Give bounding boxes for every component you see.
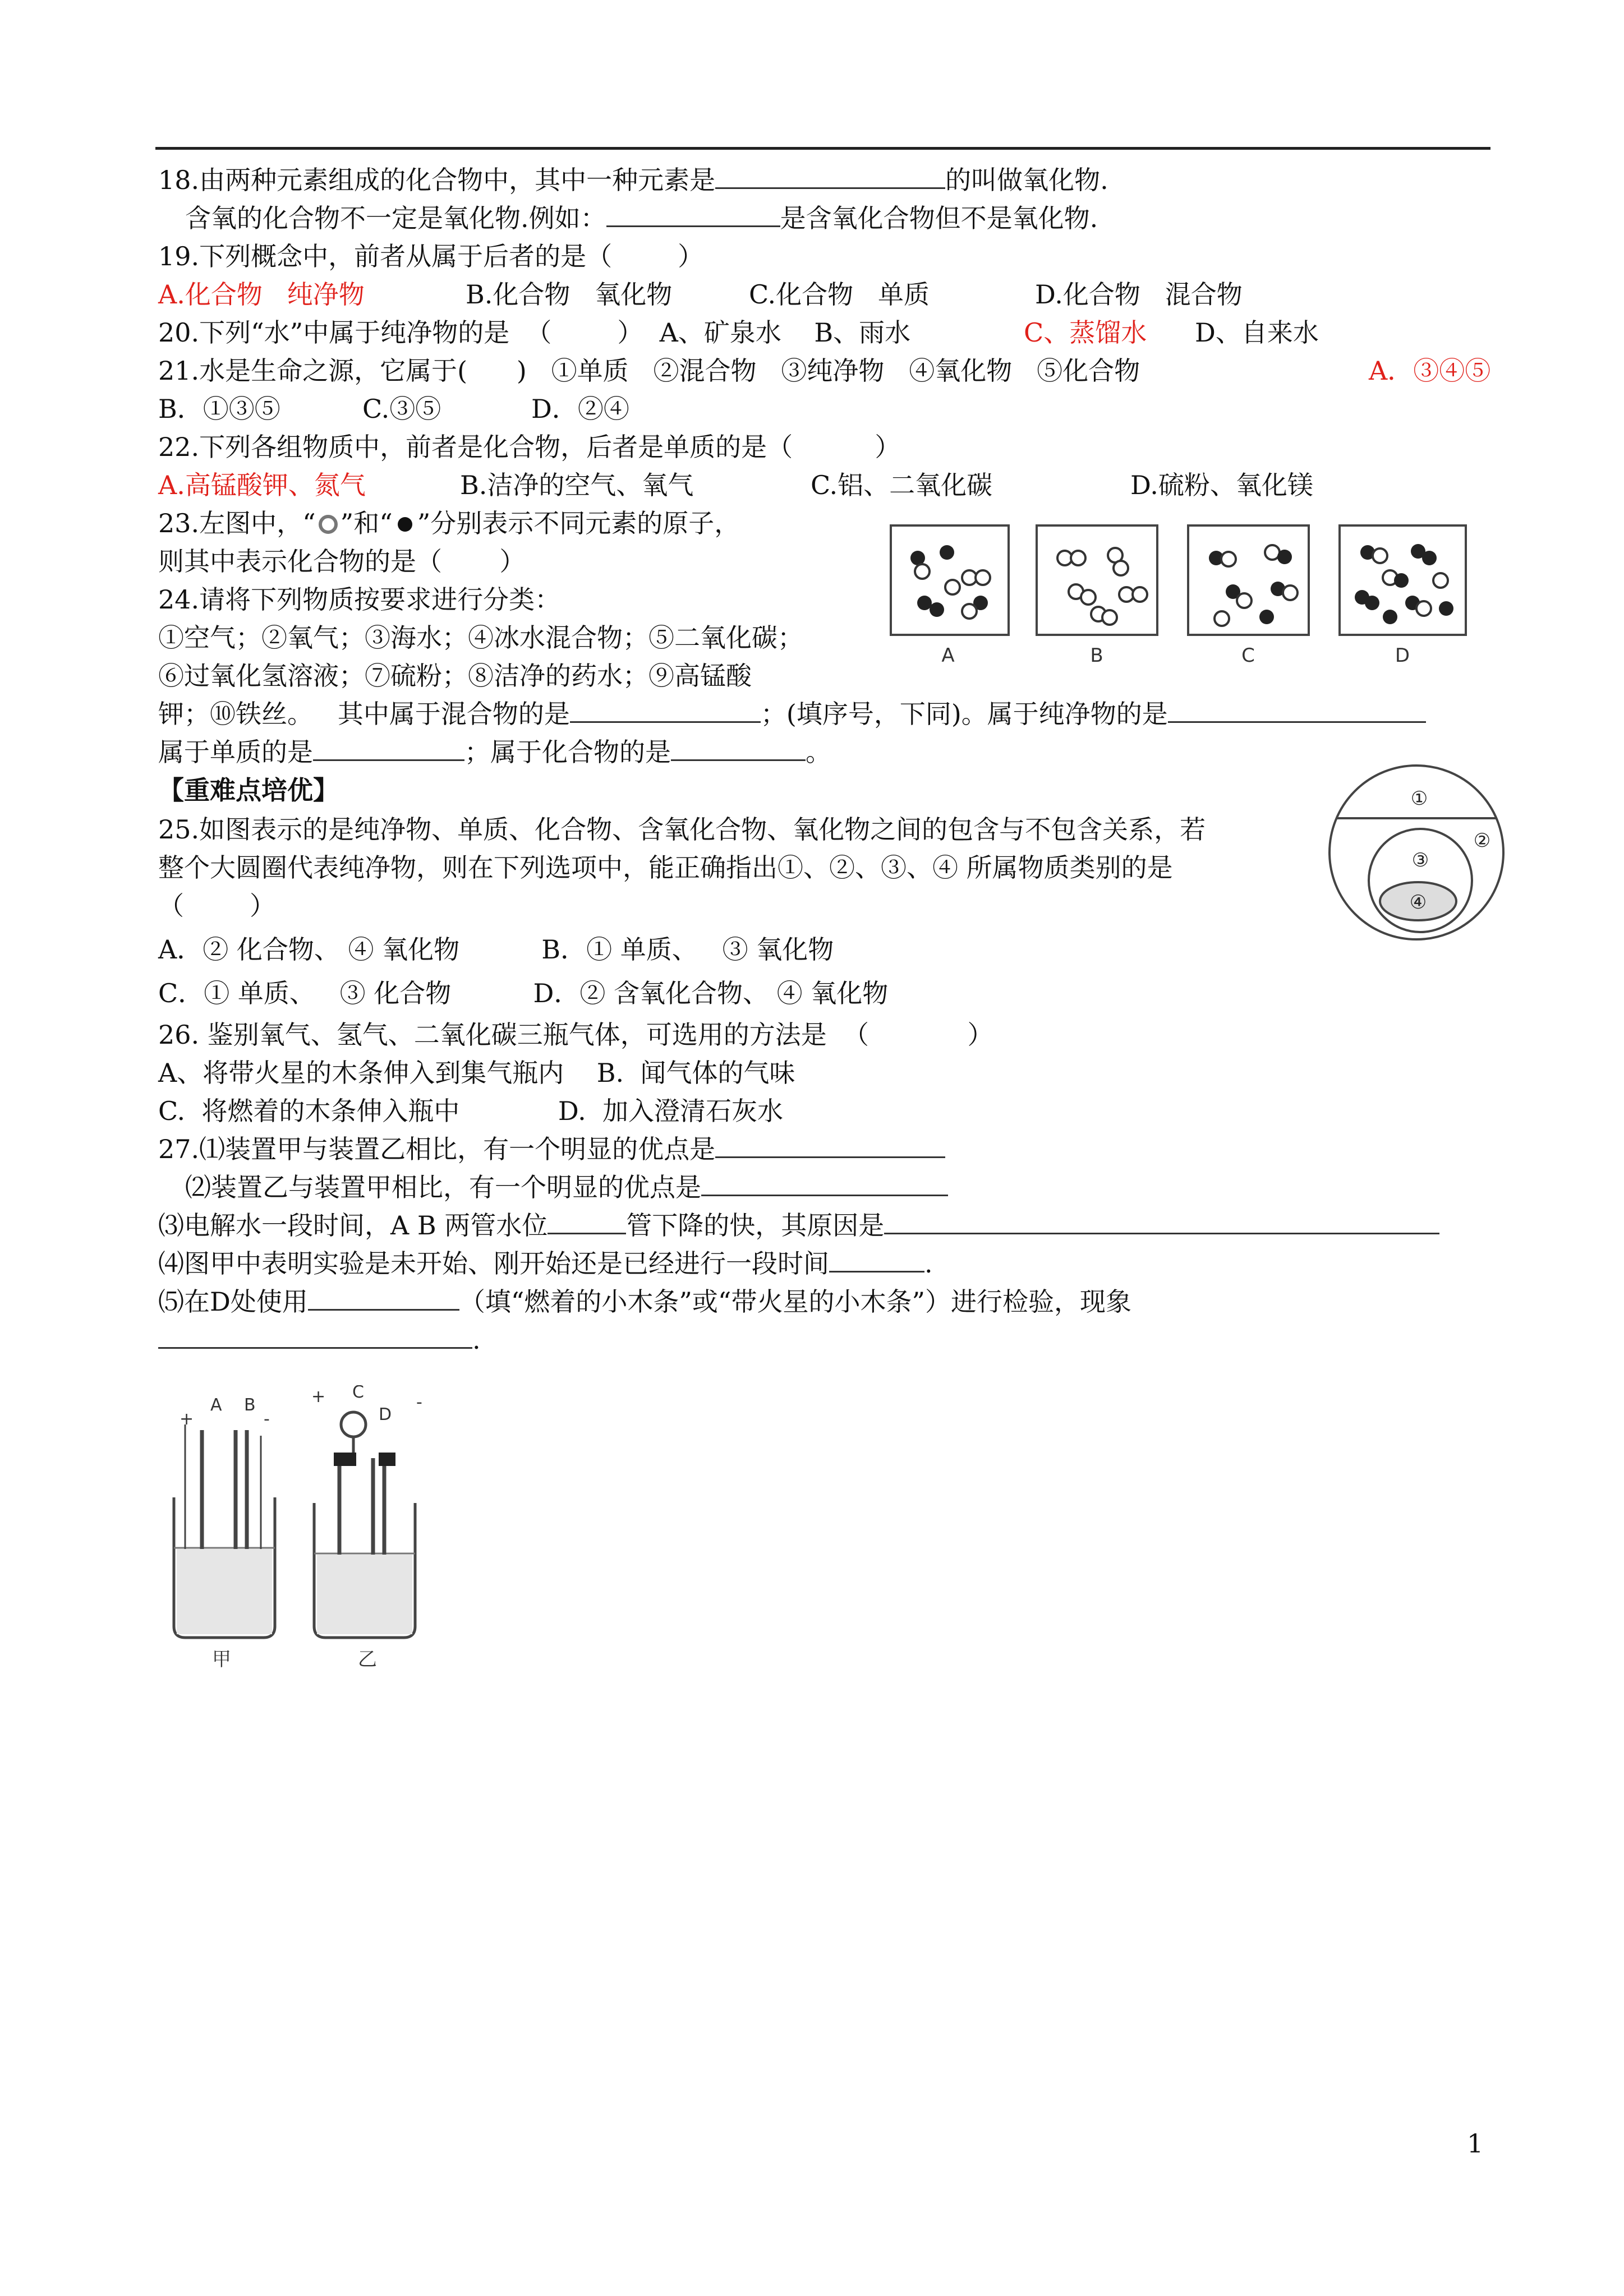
molecule-boxes-figure [885,519,1469,670]
black-atom-icon [393,513,417,536]
water-yi [317,1555,412,1634]
q24-stem: 24.请将下列物质按要求进行分类： [158,584,561,615]
box-label-d: D [1395,644,1410,667]
q22-stem: 22.下列各组物质中，前者是化合物，后者是单质的是（ ） [158,432,901,462]
label-c: C [352,1385,364,1402]
box-d-particles [1355,544,1453,624]
circle-label-4: ④ [1409,891,1427,914]
section-heading: 【重难点培优】 [158,775,339,805]
q21-line2: B．①③⑤ C.③⑤ D．②④ [158,394,629,424]
label-apparatus-yi: 乙 [358,1648,377,1671]
circle-label-1: ① [1410,787,1428,810]
q25-options-ab: A．② 化合物、 ④ 氧化物 B．① 单质、 ③ 氧化物 [158,934,834,965]
label-plus-b: + [311,1387,326,1407]
circle-label-2: ② [1473,829,1491,852]
box-b-particles [1057,548,1147,625]
q27-line1: 27.⑴装置甲与装置乙相比，有一个明显的优点是 [158,1131,945,1168]
label-b: B [244,1395,256,1415]
top-rule [155,147,1490,150]
label-plus-a: + [180,1409,194,1429]
box-label-c: C [1241,644,1255,667]
q22-option-d: D.硫粉、氧化镁 [1130,470,1313,500]
box-label-a: A [941,644,955,667]
q19-option-b: B.化合物 氧化物 [466,279,673,310]
q22-option-c: C.铝、二氧化碳 [811,470,993,500]
q19-option-a: A.化合物 纯净物 [158,279,365,310]
q27-line2: ⑵装置乙与装置甲相比，有一个明显的优点是 [185,1169,948,1206]
q25-options-cd: C．① 单质、 ③ 化合物 D．② 含氧化合物、 ④ 氧化物 [158,978,889,1008]
label-apparatus-jia: 甲 [212,1648,231,1671]
q18-line1: 18.由两种元素组成的化合物中，其中一种元素是 的叫做氧化物. [158,162,1108,199]
white-atom-icon [316,513,341,536]
q24-line4: 属于单质的是 ；属于化合物的是 。 [158,734,831,771]
circle-label-3: ③ [1411,849,1429,872]
q26-options-ab: A、将带火星的木条伸入到集气瓶内 B. 闻气体的气味 [158,1058,795,1088]
q24-line2: ⑥过氧化氢溶液；⑦硫粉；⑧洁净的药水；⑨高锰酸 [158,661,752,691]
q19-option-c: C.化合物 单质 [749,279,930,310]
q23-line2: 则其中表示化合物的是（ ） [158,546,526,577]
q27-line5: ⑸在D处使用 （填“燃着的小木条”或“带火星的小木条”）进行检验，现象 [158,1283,1131,1320]
q21-answer: A．③④⑤ [1369,356,1491,386]
q20-option-c: C、蒸馏水 [1024,317,1147,348]
q27-line4: ⑷图甲中表明实验是未开始、刚开始还是已经进行一段时间 . [158,1245,933,1282]
q18-line2: 含氧的化合物不一定是氧化物.例如： 是含氧化合物但不是氧化物. [185,200,1098,237]
electrolysis-apparatus-figure [163,1385,454,1699]
q27-line3: ⑶电解水一段时间，A B 两管水位 管下降的快，其原因是 [158,1207,1439,1244]
q21-stem: 21.水是生命之源，它属于( ) ①单质 ②混合物 ③纯净物 ④氧化物 ⑤化合物 [158,356,1140,386]
q22-option-b: B.洁净的空气、氧气 [460,470,694,500]
q19-stem: 19.下列概念中，前者从属于后者的是（ ） [158,241,704,271]
label-d: D [379,1405,392,1424]
stopper-d [379,1453,395,1466]
q26-stem: 26. 鉴别氧气、氢气、二氧化碳三瓶气体，可选用的方法是 （ ） [158,1020,993,1050]
box-label-b: B [1090,644,1103,667]
stopper-c [334,1453,356,1466]
q20-option-d: D、自来水 [1195,317,1319,348]
q26-options-cd: C. 将燃着的木条伸入瓶中 D. 加入澄清石灰水 [158,1096,783,1126]
box-c-particles [1209,545,1298,626]
water-jia [177,1549,272,1634]
label-minus-a: - [264,1409,270,1429]
q24-line1: ①空气；②氧气；③海水；④冰水混合物；⑤二氧化碳； [158,623,803,653]
q23-line1: 23.左图中，“ ”和“ ”分别表示不同元素的原子， [158,508,740,538]
box-a-particles [910,545,990,619]
q27-line6: . [158,1321,481,1358]
q20-stem: 20.下列“水”中属于纯净物的是 （ ） A、矿泉水 B、雨水 [158,317,911,348]
q25-line1: 25.如图表示的是纯净物、单质、化合物、含氧化合物、氧化物之间的包含与不包含关系，若 [158,814,1206,845]
q19-option-d: D.化合物 混合物 [1035,279,1243,310]
q25-line2: 整个大圆圈代表纯净物，则在下列选项中，能正确指出①、②、③、④ 所属物质类别的是 [158,852,1173,883]
label-minus-b: - [416,1393,422,1412]
q24-line3: 钾；⑩铁丝。 其中属于混合物的是 ；(填序号，下同)。属于纯净物的是 [158,695,1426,732]
q25-line3: （ ） [158,891,275,921]
q22-option-a: A.高锰酸钾、氮气 [158,470,366,500]
page-number: 1 [1467,2128,1484,2159]
classification-circle-diagram [1324,760,1509,945]
label-a: A [210,1395,222,1415]
